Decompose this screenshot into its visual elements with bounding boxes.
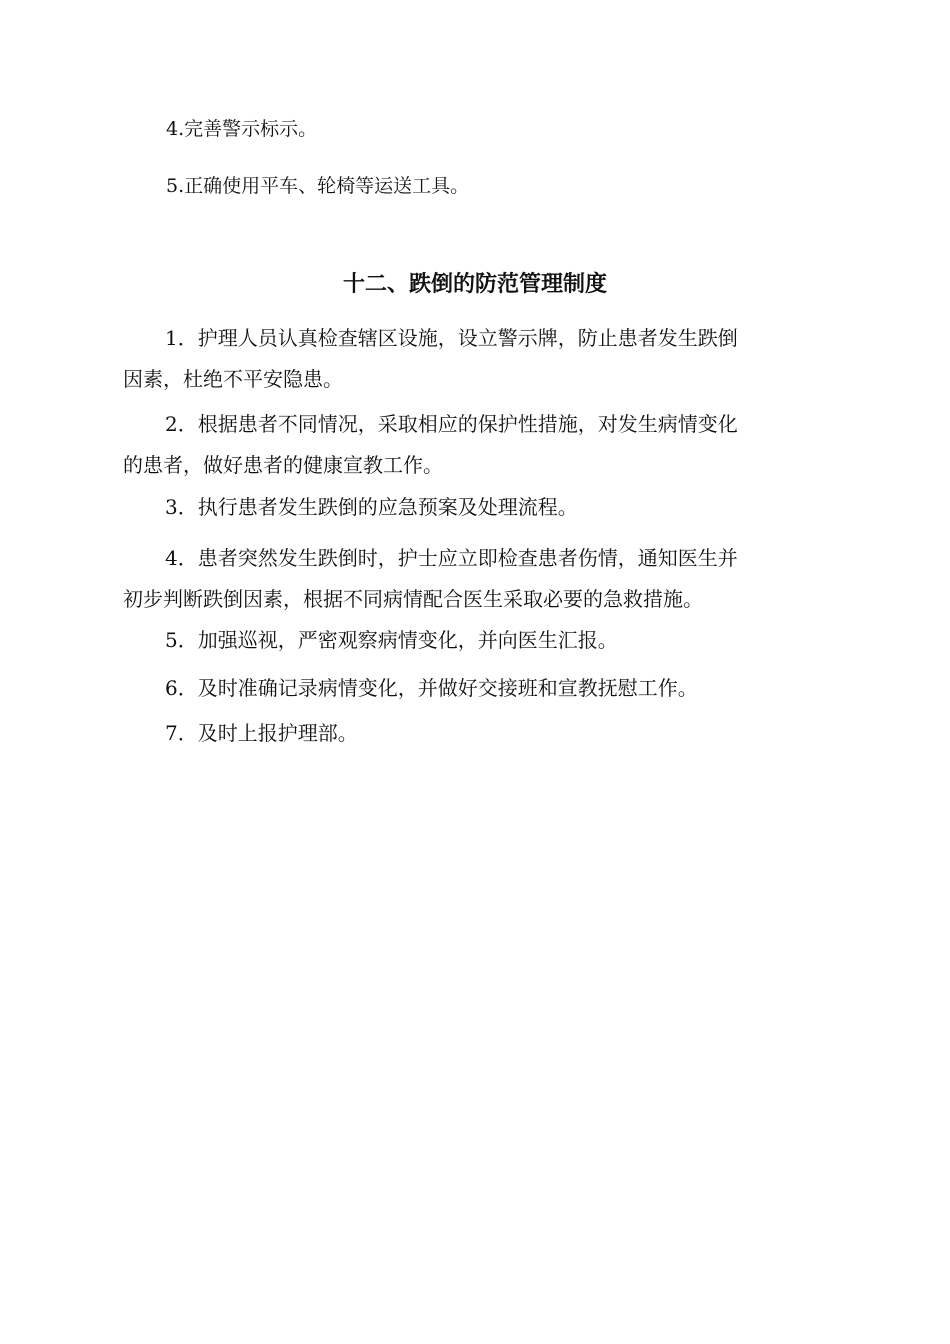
rule-paragraph <box>123 318 807 400</box>
rule-line: 6．及时准确记录病情变化，并做好交接班和宣教抚慰工作。 <box>165 676 698 700</box>
rule-paragraph <box>123 668 807 709</box>
previous-list-item: 4.完善警示标示。 <box>166 118 318 140</box>
rule-line: 4．患者突然发生跌倒时，护士应立即检查患者伤情，通知医生并 <box>165 546 738 570</box>
rule-paragraph <box>123 620 807 661</box>
rule-line: 3．执行患者发生跌倒的应急预案及处理流程。 <box>165 495 578 519</box>
rule-line: 5．加强巡视，严密观察病情变化，并向医生汇报。 <box>165 628 618 652</box>
section-title: 十二、跌倒的防范管理制度 <box>342 272 607 297</box>
rule-line: 的患者，做好患者的健康宣教工作。 <box>123 453 443 477</box>
rule-paragraph <box>123 487 807 528</box>
rule-line: 7．及时上报护理部。 <box>165 721 358 745</box>
rule-line: 初步判断跌倒因素，根据不同病情配合医生采取必要的急救措施。 <box>123 587 703 611</box>
rule-paragraph <box>123 404 807 486</box>
previous-list-item: 5.正确使用平车、轮椅等运送工具。 <box>166 175 470 197</box>
rule-line: 1．护理人员认真检查辖区设施，设立警示牌，防止患者发生跌倒 <box>165 326 738 350</box>
rule-line: 因素，杜绝不平安隐患。 <box>123 367 343 391</box>
rule-line: 2．根据患者不同情况，采取相应的保护性措施，对发生病情变化 <box>165 412 738 436</box>
rule-paragraph <box>123 713 807 754</box>
rule-paragraph <box>123 538 807 620</box>
